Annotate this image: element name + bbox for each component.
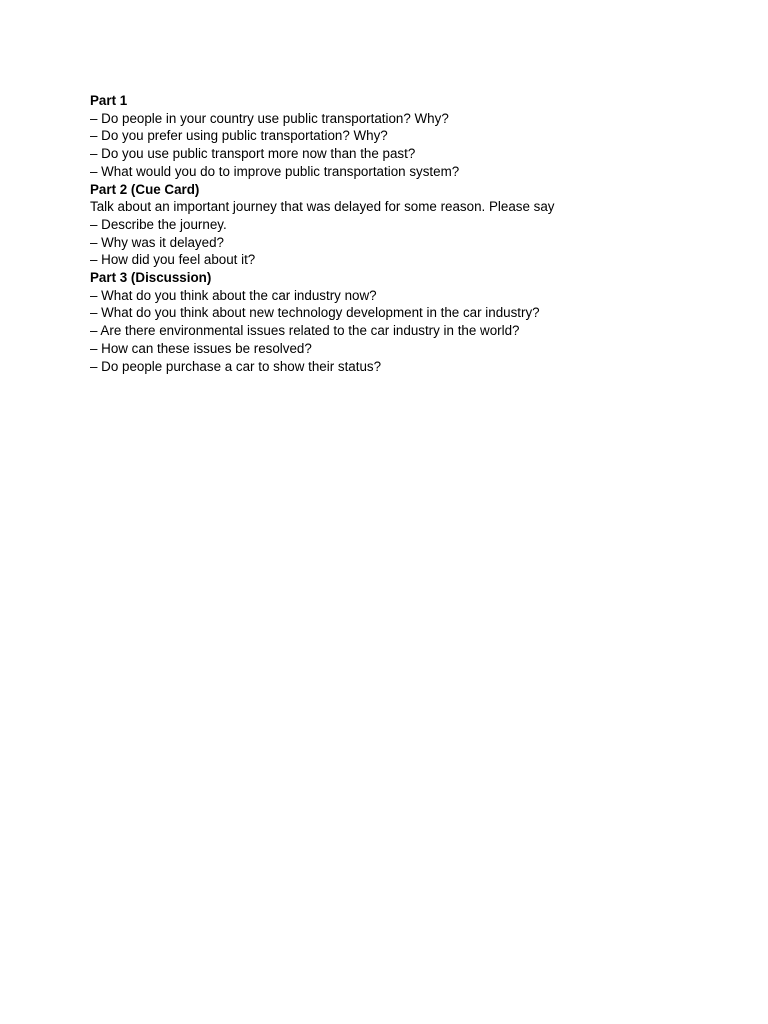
part2-intro: Talk about an important journey that was delayed for some reason. Please say bbox=[90, 199, 555, 215]
document-body bbox=[90, 92, 730, 375]
part2-question: – Describe the journey. bbox=[90, 216, 227, 232]
part3-question: – What do you think about new technology development in the car industry? bbox=[90, 305, 540, 321]
part3-question: – Do people purchase a car to show their status? bbox=[90, 358, 382, 374]
part1-question: – What would you do to improve public transportation system? bbox=[90, 163, 460, 179]
part1-heading: Part 1 bbox=[90, 93, 128, 108]
part2-heading: Part 2 (Cue Card) bbox=[90, 181, 200, 197]
part2-question: – How did you feel about it? bbox=[90, 252, 256, 268]
part3-question: – What do you think about the car industry now? bbox=[90, 287, 377, 303]
part1-question: – Do you use public transport more now than the past? bbox=[90, 146, 416, 162]
part1-question: – Do people in your country use public transportation? Why? bbox=[90, 110, 449, 126]
part3-question: – Are there environmental issues related to the car industry in the world? bbox=[90, 323, 520, 339]
part3-heading: Part 3 (Discussion) bbox=[90, 270, 212, 286]
part1-question: – Do you prefer using public transportation? Why? bbox=[90, 128, 388, 144]
part2-question: – Why was it delayed? bbox=[90, 234, 224, 250]
part3-question: – How can these issues be resolved? bbox=[90, 340, 312, 356]
